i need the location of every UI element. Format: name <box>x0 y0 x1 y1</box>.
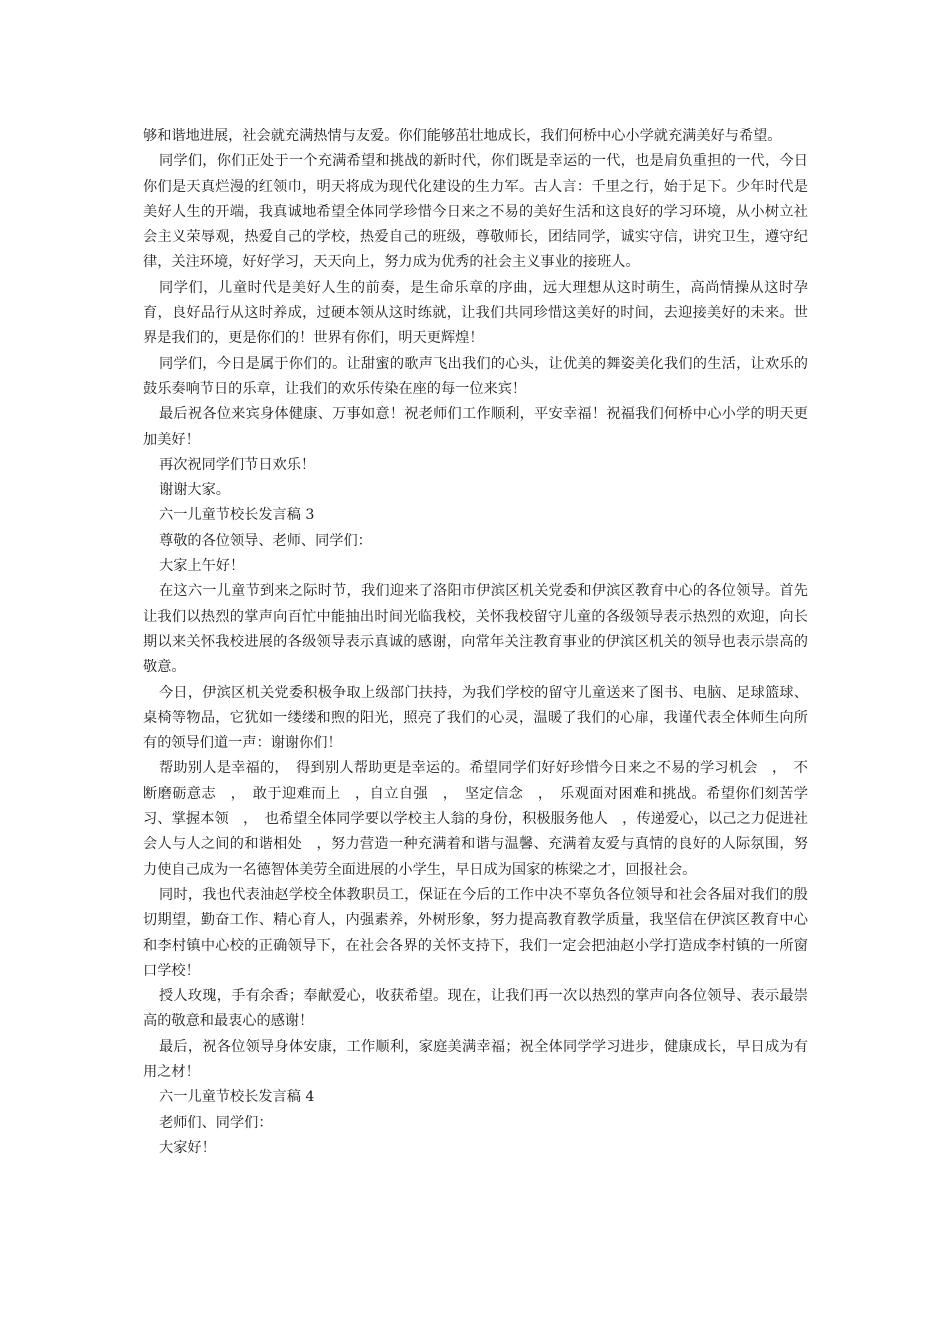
paragraph-0: 够和谐地进展，社会就充满热情与友爱。你们能够茁壮地成长，我们何桥中心小学就充满美好与希望。 <box>143 128 782 144</box>
paragraph-2: 同学们，儿童时代是美好人生的前奏，是生命乐章的序曲，远大理想从这时萌生，高尚情操从这时孕育，良好品行从这时养成，过硬本领从这时练就，让我们共同珍惜这美好的时间，去迎接美好的未来。世界是我们的，更是你们的！世界有你们，明天更辉煌！ <box>143 279 808 347</box>
section-heading-4: 六一儿童节校长发言稿 4 <box>159 1089 315 1106</box>
greeting-3: 大家上午好！ <box>159 558 245 575</box>
document-page <box>143 124 808 1161</box>
paragraph-1: 同学们，你们正处于一个充满希望和挑战的新时代，你们既是幸运的一代，也是肩负重担的一代，今日你们是天真烂漫的红领巾，明天将成为现代化建设的生力军。古人言：千里之行，始于足下。少年时代是美好人生的开端，我真诚地希望全体同学珍惜今日来之不易的美好生活和这良好的学习环境，从小树立社会主义荣辱观，热爱自己的学校，热爱自己的班级，尊敬师长，团结同学，诚实守信，讲究卫生，遵守纪律，关注环境，好好学习，天天向上，努力成为优秀的社会主义事业的接班人。 <box>143 153 808 271</box>
salutation-3: 尊敬的各位领导、老师、同学们： <box>159 532 372 549</box>
greeting-4: 大家好！ <box>159 1139 216 1156</box>
paragraph-4: 最后祝各位来宾身体健康、万事如意！祝老师们工作顺利，平安幸福！祝福我们何桥中心小学的明天更加美好！ <box>143 406 808 448</box>
salutation-4: 老师们、同学们： <box>159 1114 273 1131</box>
paragraph-11: 今日，伊滨区机关党委积极争取上级部门扶持，为我们学校的留守儿童送来了图书、电脑、足球篮球、桌椅等物品，它犹如一缕缕和煦的阳光，照亮了我们的心灵，温暖了我们的心扉，我谨代表全体师生向所有的领导们道一声：谢谢你们！ <box>143 684 808 752</box>
section-heading-3: 六一儿童节校长发言稿 3 <box>159 507 315 524</box>
paragraph-5: 再次祝同学们节日欢乐！ <box>159 456 316 473</box>
paragraph-13: 同时，我也代表油赵学校全体教职员工，保证在今后的工作中决不辜负各位领导和社会各届对我们的殷切期望，勤奋工作、精心育人，内强素养，外树形象，努力提高教育教学质量，我坚信在伊滨区教育中心和李村镇中心校的正确领导下，在社会各界的关怀支持下，我们一定会把油赵小学打造成李村镇的一所窗口学校！ <box>143 886 808 979</box>
paragraph-6: 谢谢大家。 <box>159 482 230 499</box>
paragraph-12: 帮助别人是幸福的， 得到别人帮助更是幸运的。希望同学们好好珍惜今日来之不易的学习机会 ， 不断磨砺意志 ， 敢于迎难而上 ，自立自强 ， 坚定信念 ， 乐观面对困难和挑战。希望你们刻苦学习、掌握本领 ， 也希望全体同学要以学校主人翁的身份，积极服务他人 ，传递爱心，以己之力促进社会人与人之间的和谐相处 ，努力营造一种充满着和谐与温馨、充满着友爱与真情的良好的人际氛围，努力使自己成为一名德智体美劳全面进展的小学生，早日成为国家的栋梁之才，回报社会。 <box>143 760 808 878</box>
paragraph-15: 最后，祝各位领导身体安康，工作顺利，家庭美满幸福；祝全体同学学习进步，健康成长，早日成为有用之材！ <box>143 1038 808 1080</box>
paragraph-10: 在这六一儿童节到来之际时节，我们迎来了洛阳市伊滨区机关党委和伊滨区教育中心的各位领导。首先让我们以热烈的掌声向百忙中能抽出时间光临我校，关怀我校留守儿童的各级领导表示热烈的欢迎，向长期以来关怀我校进展的各级领导表示真诚的感谢，向常年关注教育事业的伊滨区机关的领导也表示崇高的敬意。 <box>143 583 808 676</box>
paragraph-14: 授人玫瑰，手有余香；奉献爱心，收获希望。现在，让我们再一次以热烈的掌声向各位领导、表示最崇高的敬意和最衷心的感谢！ <box>143 988 808 1030</box>
paragraph-3: 同学们，今日是属于你们的。让甜蜜的歌声飞出我们的心头，让优美的舞姿美化我们的生活，让欢乐的鼓乐奏响节日的乐章，让我们的欢乐传染在座的每一位来宾！ <box>143 355 808 397</box>
